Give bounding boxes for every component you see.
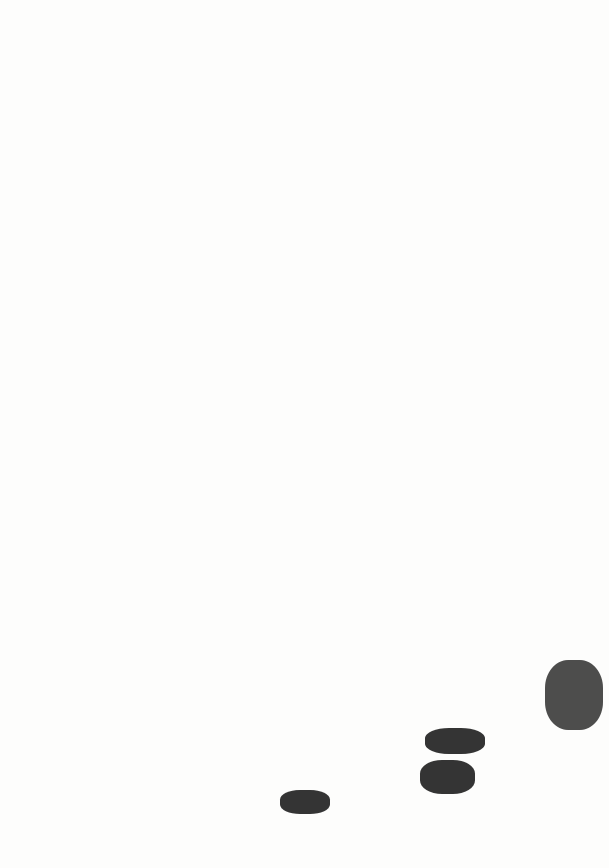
header-col-b xyxy=(198,40,218,85)
ink-smear xyxy=(425,728,485,754)
ink-smear xyxy=(545,660,603,730)
header-col-a xyxy=(172,45,188,85)
ink-smear xyxy=(420,760,475,794)
ink-smear xyxy=(280,790,330,814)
